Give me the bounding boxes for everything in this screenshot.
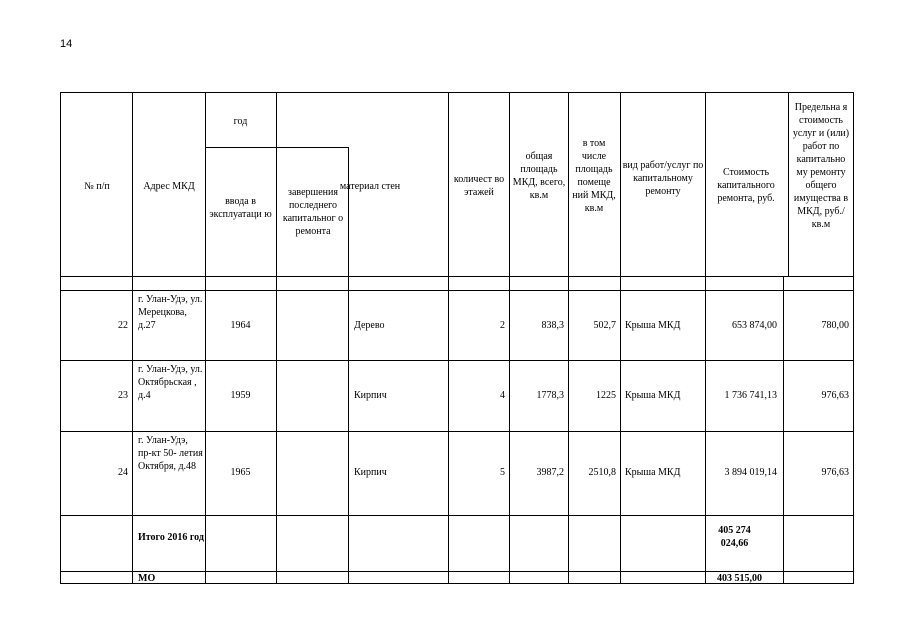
header-cost: Стоимость капитального ремонта, руб. (717, 167, 775, 204)
row-22-address: г. Улан-Удэ, ул. Мерецкова, д.27 (138, 294, 203, 331)
row-22-work: Крыша МКД (625, 320, 681, 331)
total-mo-label: МО (138, 573, 156, 584)
row-23-premises-area: 1225 (596, 390, 616, 401)
total-mo-cost: 403 515,00 (717, 573, 762, 584)
row-22-cost: 653 874,00 (732, 320, 777, 331)
header-total-area: общая площадь МКД, всего, кв.м (512, 151, 566, 201)
col-divider-8 (620, 92, 621, 584)
header-address: Адрес МКД (143, 181, 195, 192)
row-23-material: Кирпич (354, 390, 387, 401)
row-24-cost: 3 894 019,14 (724, 467, 777, 478)
col-divider-6 (509, 92, 510, 584)
col-divider-10 (783, 276, 784, 584)
total-2016-cost: 405 274 024,66 (718, 525, 751, 549)
row-24-year: 1965 (230, 467, 251, 478)
header-year-group: год (233, 116, 248, 127)
row-22-material: Дерево (354, 320, 385, 331)
row-22-max-cost: 780,00 (821, 320, 849, 331)
row-24-material: Кирпич (354, 467, 387, 478)
total-2016-label: Итого 2016 год (138, 532, 204, 543)
col-divider-2 (205, 92, 206, 584)
row-23-number: 23 (118, 390, 128, 401)
header-wall-material: материал стен (339, 181, 401, 192)
row-24-max-cost: 976,63 (821, 467, 849, 478)
row-line-22 (60, 360, 854, 361)
number-row-line (60, 290, 854, 291)
col-divider-5 (448, 92, 449, 584)
table-border-right (853, 92, 854, 584)
col-divider-4 (348, 147, 349, 584)
col-divider-10-top (788, 92, 789, 276)
row-23-year: 1959 (230, 390, 251, 401)
row-23-address: г. Улан-Удэ, ул. Октябрьская , д.4 (138, 364, 203, 401)
header-year-commissioned: ввода в эксплуатаци ю (209, 196, 272, 220)
header-premises-area: в том числе площадь помеще ний МКД, кв.м (572, 138, 616, 214)
row-22-floors: 2 (500, 320, 505, 331)
table-border-top (60, 92, 854, 93)
header-work-type: вид работ/услуг по капитальному ремонту (622, 160, 704, 197)
row-24-floors: 5 (500, 467, 505, 478)
col-divider-9 (705, 92, 706, 584)
table-border-left (60, 92, 61, 584)
row-23-work: Крыша МКД (625, 390, 681, 401)
row-line-23 (60, 431, 854, 432)
header-number: № п/п (84, 181, 110, 192)
row-23-cost: 1 736 741,13 (724, 390, 777, 401)
col-divider-7 (568, 92, 569, 584)
row-23-total-area: 1778,3 (536, 390, 564, 401)
header-year-repair: завершения последнего капитальног о ремонта (282, 187, 344, 237)
header-bottom-line (60, 276, 854, 277)
header-max-cost: Предельна я стоимость услуг и (или) работ по капитально му ремонту общего имущества в МКД, руб./кв.м (792, 102, 850, 230)
col-divider-1 (132, 92, 133, 584)
row-22-number: 22 (118, 320, 128, 331)
row-23-floors: 4 (500, 390, 505, 401)
row-24-address: г. Улан-Удэ, пр-кт 50- летия Октября, д.48 (138, 435, 203, 472)
row-24-number: 24 (118, 467, 128, 478)
header-floors: количест во этажей (453, 174, 505, 198)
row-22-year: 1964 (230, 320, 251, 331)
col-divider-3-top (276, 92, 277, 147)
page-number: 14 (60, 38, 73, 50)
row-22-premises-area: 502,7 (593, 320, 616, 331)
row-24-work: Крыша МКД (625, 467, 681, 478)
row-22-total-area: 838,3 (541, 320, 564, 331)
row-line-24 (60, 515, 854, 516)
row-24-premises-area: 2510,8 (588, 467, 616, 478)
col-divider-3 (276, 147, 277, 584)
row-24-total-area: 3987,2 (536, 467, 564, 478)
row-23-max-cost: 976,63 (821, 390, 849, 401)
